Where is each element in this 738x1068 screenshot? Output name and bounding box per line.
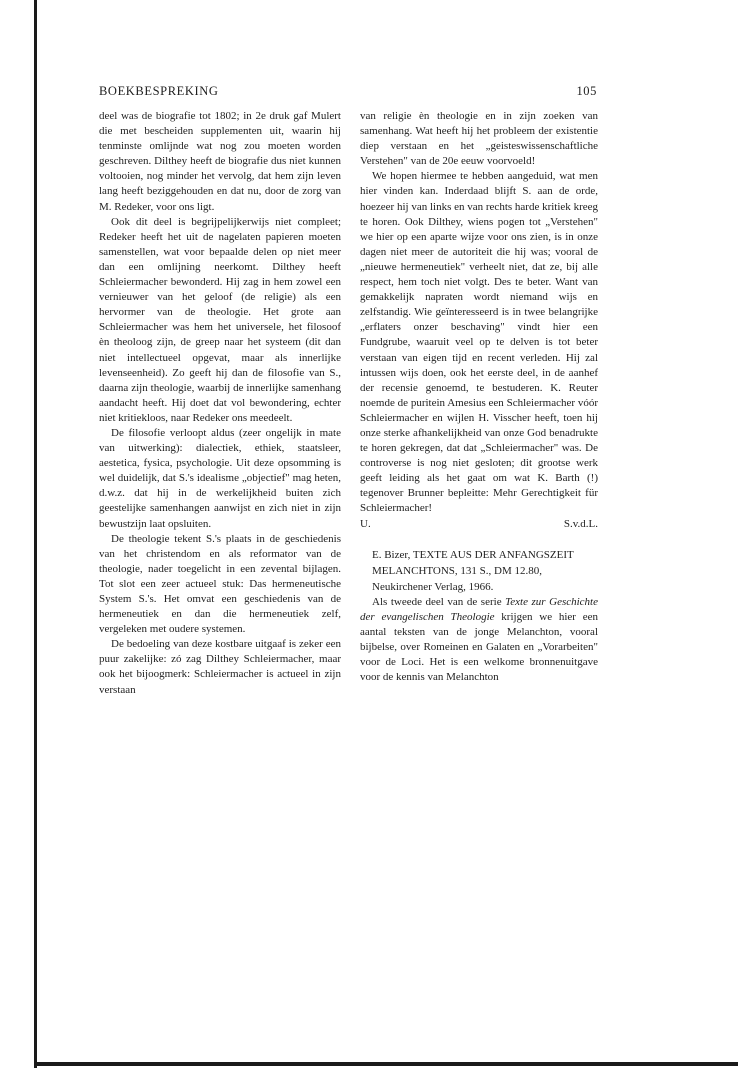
signature-left: U. xyxy=(360,517,371,530)
page-number: 105 xyxy=(576,84,597,98)
header-title: BOEKBESPREKING xyxy=(99,84,219,98)
paragraph xyxy=(360,595,598,686)
paragraph: Ook dit deel is begrijpelijkerwijs niet compleet; Redeker heeft het uit de nagelaten papieren moeten samenstellen, wat voor bepaalde delen op niet meer dan een omlijning neerkomt. Dilthey heeft Schleiermacher bewonderd. Hij zag in hem zowel een vernieuwer van het geloof (de religie) als een hervormer van de theologie. Het grote aan Schleiermacher was hem het universele, het filosoof èn theoloog zijn, de greep naar het systeem (dit dan niet intellectueel opgevat, maar als innerlijke levenseenheid). Zo geeft hij dan de filosofie van S., daarna zijn theologie, waarbij de innerlijke samenhang aandacht heeft. Hij doet dat vol bewondering, echter niet kritiekloos, naar Redeker ons meedeelt. xyxy=(99,215,341,424)
page-edge-left xyxy=(34,0,37,1068)
paragraph: We hopen hiermee te hebben aangeduid, wat men hier vinden kan. Inderdaad blijft S. aan de orde, hoezeer hij van links en van rechts harde kritiek kreeg te horen. Ook Dilthey, wiens pogen tot „Verstehen" we hier op een aparte wijze voor ons zien, is in onze dagen niet meer de autoriteit die hij was; vooral de „nieuwe hermeneutiek" verheelt niet, dat ze, bij alle respect, hem toch niet volgt. Des te beter. Want van gemakkelijk napraten wordt niemand wijs en zelfstandig. Wie geïnteresseerd is in twee belangrijke „erflaters onzer beschaving" vindt hier een Fundgrube, waaruit veel op te delven is tot beter verstaan van eigen tijd en recent verleden. Hij zal intussen wijs doen, ook het eerste deel, in de aanhef der recensie genoemd, te bestuderen. K. Reuter noemde de puritein Amesius een Schleiermacher vóór Schleiermacher en wijlen H. Visscher heeft, toen hij onze sterke afhankelijkheid van onze God benadrukte te horen gekregen, dat dat „Schleiermacher" was. De controverse is nog niet gesloten; dit grootse werk geeft leiding als het gaat om wat K. Barth (!) tegenover Brunner bepleitte: Mehr Gerechtigkeit für Schleiermacher! xyxy=(360,170,598,515)
paragraph-text: Als tweede deel van de serie xyxy=(372,595,506,608)
paragraph: De bedoeling van deze kostbare uitgaaf is zeker een puur zakelijke: zó zag Dilthey Schleiermacher, maar ook het bijoogmerk: Schleiermacher is actueel in zijn verstaan xyxy=(99,638,341,696)
page-edge-bottom xyxy=(34,1062,738,1066)
series-title: Texte zur Geschichte der evangelischen Theologie xyxy=(360,595,598,623)
signature-right: S.v.d.L. xyxy=(563,517,598,530)
left-column xyxy=(99,109,341,698)
paragraph: De filosofie verloopt aldus (zeer ongelijk in mate van uitwerking): dialectiek, ethiek, staatsleer, aestetica, fysica, psychologie. Uit deze opsomming is wel duidelijk, dat S.'s idealisme „objectief" mag heten, d.w.z. dat hij in de werkelijkheid buiten zich geestelijke samenhangen aanwijst en zich niet in zijn bewustzijn laat opsluiten. xyxy=(99,426,341,530)
paragraph: De theologie tekent S.'s plaats in de geschiedenis van het christendom en als reformator van de theologie, nader toegelicht in een zevental bijlagen. Tot slot een zeer actueel stuk: Das hermeneutische System S.'s. Het omvat een geschiedenis van de hermeneutiek en dan die hermeneutiek zelf, vergeleken met oudere systemen. xyxy=(99,532,341,636)
paragraph: deel was de biografie tot 1802; in 2e druk gaf Mulert die met bescheiden supplementen uit, waarin hij tenminste omlijnde wat nog zou moeten worden geschreven. Dilthey heeft de biografie dus niet kunnen voltooien, nog minder het vervolg, dat hem zijn leven lang heeft beziggehouden en dat nu, door de zorg van M. Redeker, voor ons ligt. xyxy=(99,110,341,213)
review-heading: E. Bizer, TEXTE AUS DER ANFANGSZEIT MELANCHTONS, 131 S., DM 12.80, Neukirchener Verlag, 1966. xyxy=(372,548,574,593)
review-signature xyxy=(360,517,598,532)
right-column xyxy=(360,109,598,685)
paragraph-text: krijgen we hier een aantal teksten van de jonge Melanchton, vooral bijbelse, over Romeinen en Galaten en „Vorarbeiten" voor de Loci. Het is een welkome bronnenuitgave voor de kennis van Melanchton xyxy=(360,610,598,684)
running-header xyxy=(99,84,597,100)
paragraph: van religie èn theologie en in zijn zoeken van samenhang. Wat heeft hij het probleem der existentie diep verstaan en het „geisteswissenschaftliche Verstehen" van de 20e eeuw voorvoeld! xyxy=(360,110,598,168)
